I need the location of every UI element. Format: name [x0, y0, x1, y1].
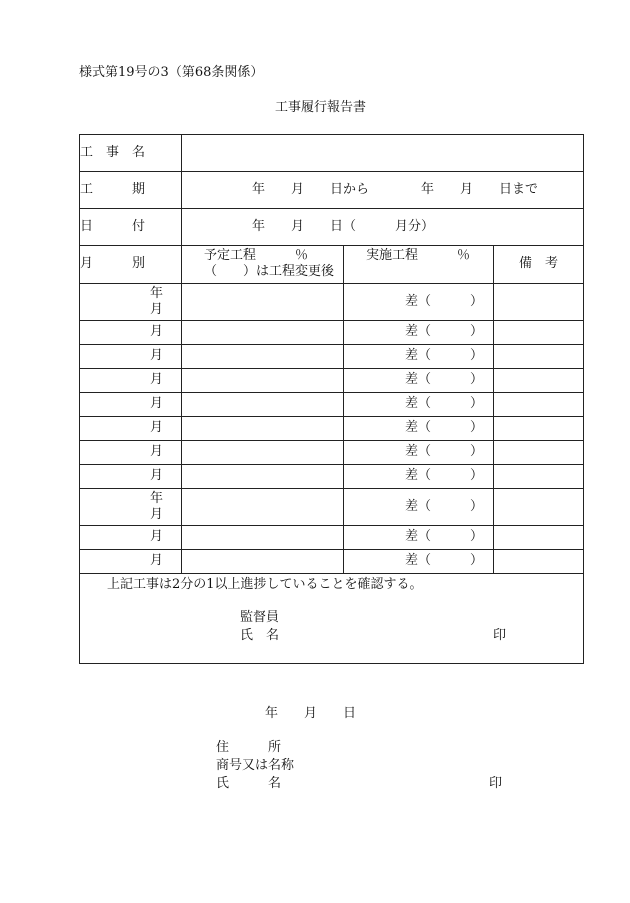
month-cell[interactable]: 月	[80, 465, 182, 489]
remarks-cell[interactable]	[494, 321, 584, 345]
month-cell[interactable]: 月	[80, 369, 182, 393]
planned-cell[interactable]	[182, 489, 344, 526]
month-cell[interactable]: 月	[80, 393, 182, 417]
monthly-row	[80, 284, 584, 321]
period-value[interactable]: 年 月 日から 年 月 日まで	[182, 172, 584, 209]
footer-seal: 印	[489, 776, 503, 791]
remarks-cell[interactable]	[494, 369, 584, 393]
date-value[interactable]: 年 月 日（ 月分）	[182, 209, 584, 246]
remarks-cell[interactable]	[494, 526, 584, 550]
monthly-row	[80, 417, 584, 441]
month-cell[interactable]: 月	[80, 321, 182, 345]
footer-name-label: 氏 名	[216, 776, 282, 791]
planned-column-header	[182, 246, 344, 284]
remarks-cell[interactable]	[494, 417, 584, 441]
remarks-column-header: 備 考	[494, 246, 584, 284]
remarks-cell[interactable]	[494, 550, 584, 574]
project-name-value[interactable]	[182, 135, 584, 172]
monthly-row	[80, 465, 584, 489]
confirmation-statement: 上記工事は2分の1以上進捗していることを確認する。	[107, 577, 423, 592]
actual-diff-cell[interactable]: 差（ ）	[344, 526, 494, 550]
remarks-cell[interactable]	[494, 393, 584, 417]
actual-diff-cell[interactable]: 差（ ）	[344, 550, 494, 574]
planned-cell[interactable]	[182, 393, 344, 417]
planned-cell[interactable]	[182, 465, 344, 489]
supervisor-label: 監督員	[240, 610, 280, 625]
actual-diff-cell[interactable]: 差（ ）	[344, 417, 494, 441]
month-cell[interactable]: 月	[80, 526, 182, 550]
month-cell[interactable]: 月	[80, 441, 182, 465]
actual-column-header: 実施工程 ％	[344, 246, 494, 284]
date-row	[80, 209, 584, 246]
actual-diff-cell[interactable]: 差（ ）	[344, 441, 494, 465]
actual-diff-cell[interactable]: 差（ ）	[344, 369, 494, 393]
actual-diff-cell[interactable]: 差（ ）	[344, 345, 494, 369]
month-column-label: 月 別	[80, 246, 182, 284]
monthly-row	[80, 526, 584, 550]
supervisor-name-label: 氏 名	[240, 628, 280, 643]
planned-label: 予定工程 ％	[204, 248, 309, 263]
month-cell[interactable]: 年 月	[80, 284, 182, 321]
remarks-cell[interactable]	[494, 441, 584, 465]
remarks-cell[interactable]	[494, 489, 584, 526]
address-label: 住 所	[216, 740, 282, 755]
monthly-row	[80, 393, 584, 417]
period-label: 工 期	[80, 172, 182, 209]
planned-cell[interactable]	[182, 369, 344, 393]
planned-cell[interactable]	[182, 526, 344, 550]
date-label: 日 付	[80, 209, 182, 246]
month-cell[interactable]: 月	[80, 550, 182, 574]
actual-diff-cell[interactable]: 差（ ）	[344, 489, 494, 526]
project-name-row	[80, 135, 584, 172]
report-table	[79, 134, 584, 664]
monthly-rows	[80, 284, 584, 574]
remarks-cell[interactable]	[494, 345, 584, 369]
actual-diff-cell[interactable]: 差（ ）	[344, 321, 494, 345]
confirmation-cell	[80, 574, 584, 664]
planned-cell[interactable]	[182, 321, 344, 345]
planned-cell[interactable]	[182, 441, 344, 465]
form-number: 様式第19号の3（第68条関係）	[79, 65, 264, 80]
monthly-row	[80, 489, 584, 526]
monthly-row	[80, 550, 584, 574]
footer-date[interactable]: 年 月 日	[265, 706, 357, 721]
monthly-row	[80, 321, 584, 345]
remarks-cell[interactable]	[494, 465, 584, 489]
month-cell[interactable]: 月	[80, 345, 182, 369]
supervisor-seal: 印	[493, 628, 507, 643]
project-name-label: 工 事 名	[80, 135, 182, 172]
document-title: 工事履行報告書	[275, 100, 367, 115]
confirmation-row	[80, 574, 584, 664]
planned-cell[interactable]	[182, 345, 344, 369]
monthly-row	[80, 369, 584, 393]
month-cell[interactable]: 月	[80, 417, 182, 441]
monthly-row	[80, 345, 584, 369]
actual-diff-cell[interactable]: 差（ ）	[344, 393, 494, 417]
period-row	[80, 172, 584, 209]
planned-cell[interactable]	[182, 284, 344, 321]
planned-note: （ ）は工程変更後	[204, 264, 335, 280]
actual-diff-cell[interactable]: 差（ ）	[344, 465, 494, 489]
column-header-row	[80, 246, 584, 284]
company-label: 商号又は名称	[216, 758, 295, 773]
month-cell[interactable]: 年 月	[80, 489, 182, 526]
planned-cell[interactable]	[182, 417, 344, 441]
monthly-row	[80, 441, 584, 465]
actual-diff-cell[interactable]: 差（ ）	[344, 284, 494, 321]
remarks-cell[interactable]	[494, 284, 584, 321]
planned-cell[interactable]	[182, 550, 344, 574]
